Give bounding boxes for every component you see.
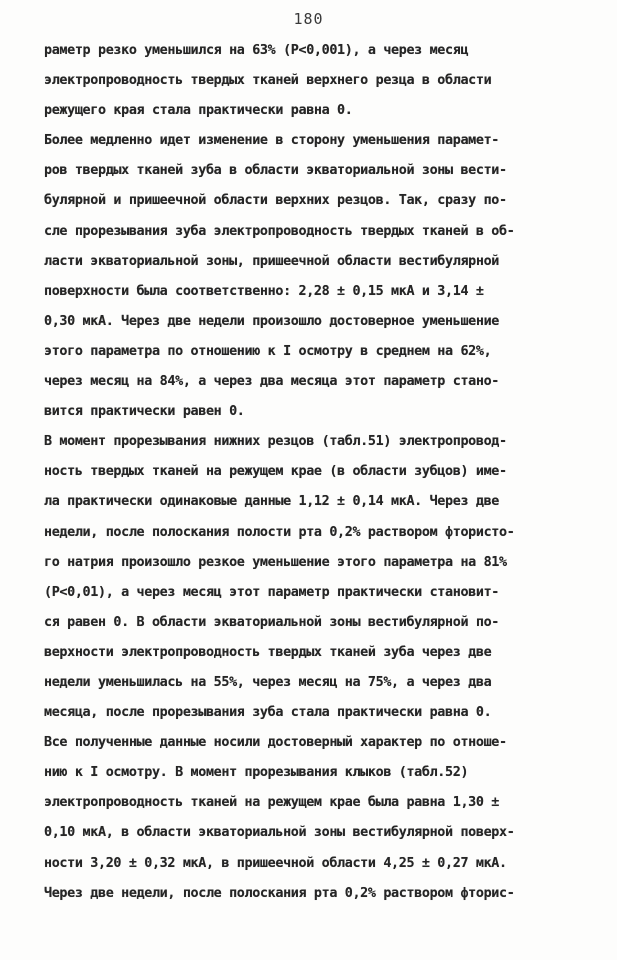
text-line: вится практически равен 0.: [44, 404, 245, 420]
text-line: булярной и пришеечной области верхних резцов. Так, сразу по-: [44, 193, 507, 209]
text-line: 0,30 мкА. Через две недели произошло достоверное уменьшение: [44, 313, 499, 329]
text-line: верхности электропроводность твердых тканей зуба через две: [44, 644, 492, 660]
text-line: режущего края стала практически равна 0.: [44, 103, 353, 119]
page-number: 180: [293, 10, 324, 28]
text-line: электропроводность твердых тканей верхнего резца в области: [44, 73, 492, 89]
text-line: Более медленно идет изменение в сторону уменьшения парамет-: [44, 133, 499, 149]
text-line: месяца, после прорезывания зуба стала практически равна 0.: [44, 705, 492, 721]
text-line: ров твердых тканей зуба в области экваториальной зоны вести-: [44, 163, 507, 179]
text-line: недели уменьшилась на 55%, через месяц на 75%, а через два: [44, 674, 492, 690]
text-line: (Р<0,01), а через месяц этот параметр практически становит-: [44, 584, 499, 600]
text-line: через месяц на 84%, а через два месяца этот параметр стано-: [44, 374, 499, 390]
text-line: В момент прорезывания нижних резцов (табл.51) электропровод-: [44, 434, 507, 450]
text-line: Все полученные данные носили достоверный характер по отноше-: [44, 735, 507, 751]
text-line: сле прорезывания зуба электропроводность твердых тканей в об-: [44, 223, 515, 239]
text-line: поверхности была соответственно: 2,28 ± 0,15 мкА и 3,14 ±: [44, 283, 484, 299]
text-line: Через две недели, после полоскания рта 0,2% раствором фторис-: [44, 885, 515, 901]
text-line: этого параметра по отношению к I осмотру в среднем на 62%,: [44, 343, 492, 359]
text-line: 0,10 мкА, в области экваториальной зоны вестибулярной поверх-: [44, 825, 515, 841]
text-line: ность твердых тканей на режущем крае (в области зубцов) име-: [44, 464, 507, 480]
text-line: ласти экваториальной зоны, пришеечной области вестибулярной: [44, 253, 499, 269]
text-line: ся равен 0. В области экваториальной зоны вестибулярной по-: [44, 614, 499, 630]
text-line: нию к I осмотру. В момент прорезывания клыков (табл.52): [44, 765, 469, 781]
text-line: электропроводность тканей на режущем крае была равна 1,30 ±: [44, 795, 499, 811]
text-line: ности 3,20 ± 0,32 мкА, в пришеечной области 4,25 ± 0,27 мкА.: [44, 855, 507, 871]
text-line: раметр резко уменьшился на 63% (Р<0,001), а через месяц: [44, 43, 469, 58]
text-line: го натрия произошло резкое уменьшение этого параметра на 81%: [44, 554, 507, 570]
text-line: ла практически одинаковые данные 1,12 ± 0,14 мкА. Через две: [44, 494, 499, 510]
text-line: недели, после полоскания полости рта 0,2% раствором фтористо-: [44, 524, 515, 540]
body-text: [44, 36, 604, 909]
